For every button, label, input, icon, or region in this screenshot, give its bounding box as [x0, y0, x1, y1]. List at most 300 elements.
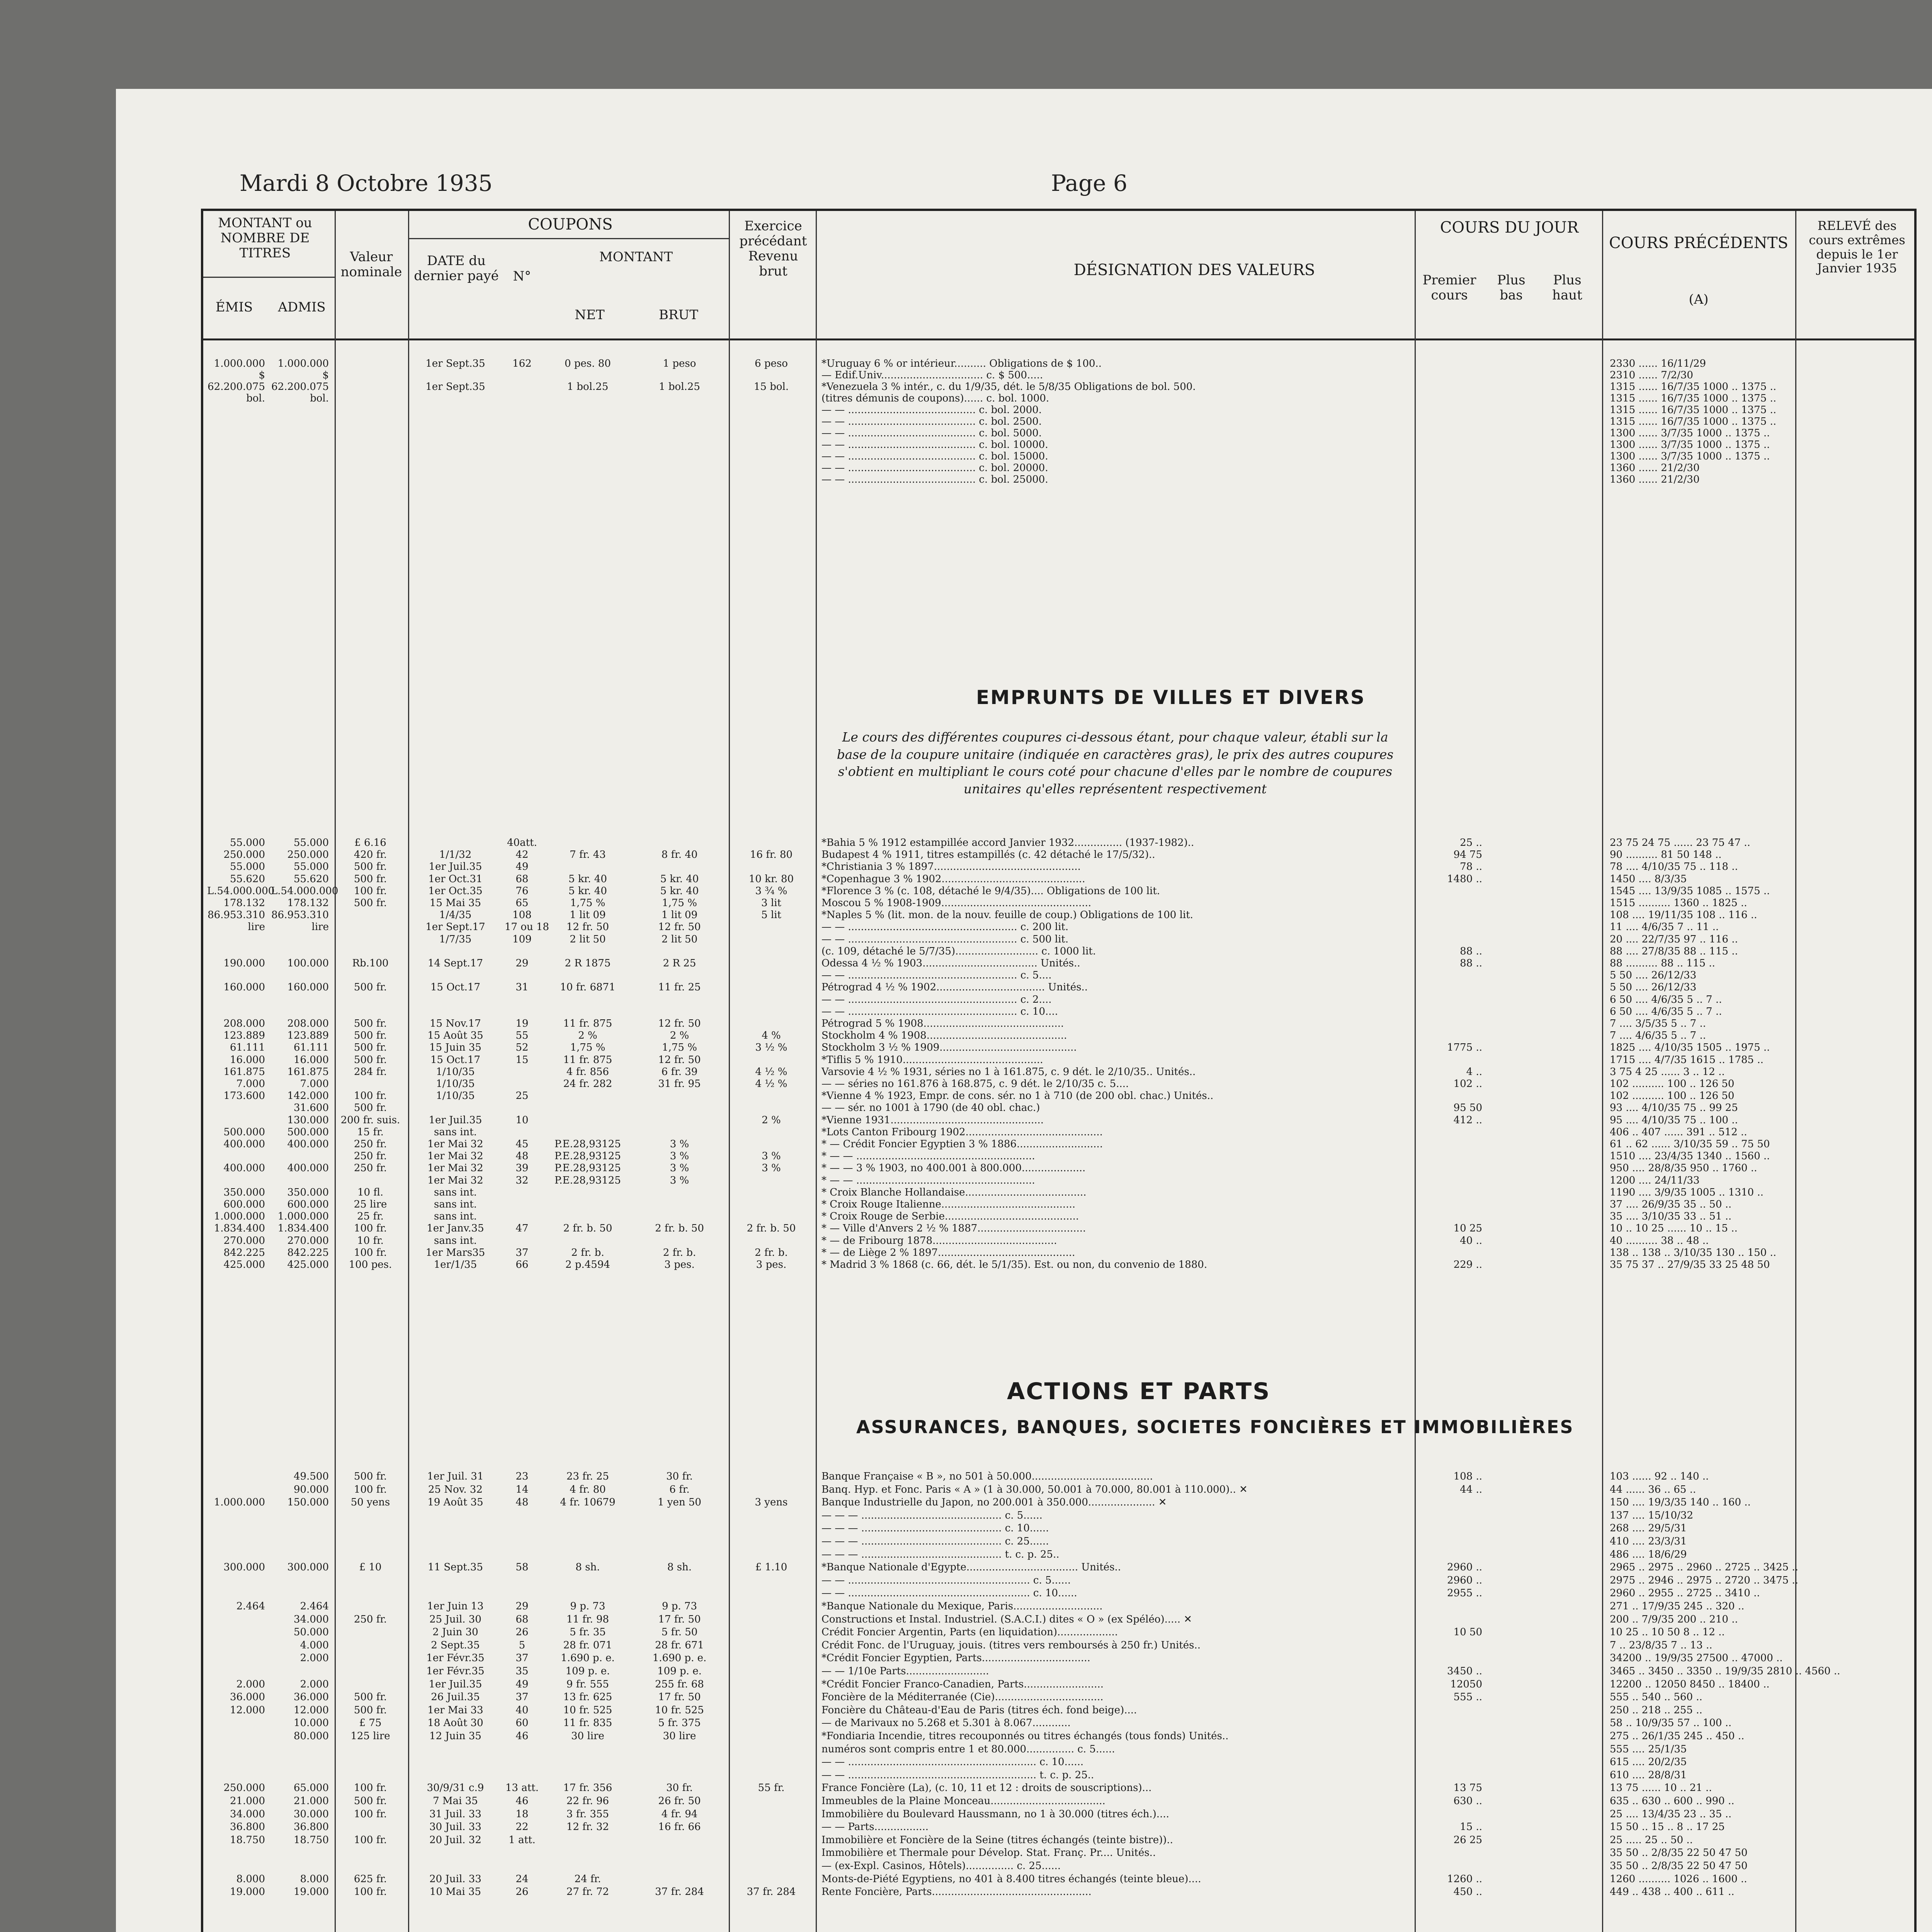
emprunt-row-emis: 425.000: [223, 1259, 265, 1270]
emprunt-row-net: 12 fr. 50: [566, 921, 609, 933]
emprunt-row-admis: 7.000: [300, 1078, 329, 1090]
col-date-dernier-paye: DATE du dernier payé: [414, 253, 499, 284]
assurance-row-emis: 21.000: [230, 1795, 265, 1807]
assurance-row-prem: 10 50: [1453, 1626, 1482, 1638]
assurance-row-date: 18 Août 30: [427, 1717, 483, 1729]
emprunt-row-date: 14 Sept.17: [428, 957, 483, 969]
emprunt-row-desig: Varsovie 4 ½ % 1931, séries no 1 à 161.875, c. 9 dét. le 2/10/35.. Unités..: [821, 1066, 1196, 1078]
assurance-row-ex: 37 fr. 284: [747, 1886, 796, 1898]
assurance-row-date: 1er Févr.35: [426, 1652, 485, 1664]
emprunt-row-prec: 1190 .... 3/9/35 1005 .. 1310 ..: [1610, 1186, 1764, 1198]
assurance-row-desig: — — Parts.................: [821, 1821, 929, 1833]
emprunt-row-prec: 1545 .... 13/9/35 1085 .. 1575 ..: [1610, 885, 1770, 897]
emprunt-row-brut: 3 %: [670, 1162, 689, 1174]
emprunt-row-ex: 2 %: [762, 1114, 781, 1126]
obligation-row-desig: — — ........................................ c. bol. 20000.: [821, 462, 1048, 474]
assurance-row-brut: 30 fr.: [666, 1782, 693, 1794]
assurance-row-emis: 18.750: [230, 1834, 265, 1846]
emprunt-row-desig: — — ..................................................... c. 10....: [821, 1005, 1058, 1017]
emprunt-row-prem: 10 25: [1453, 1223, 1482, 1235]
assurance-row-prem: 555 ..: [1453, 1691, 1482, 1703]
assurance-row-date: 1er Févr.35: [426, 1665, 485, 1677]
assurance-row-admis: 34.000: [294, 1613, 329, 1625]
assurance-row-prec: 103 ...... 92 .. 140 ..: [1610, 1471, 1709, 1482]
emprunt-row-ex: 16 fr. 80: [750, 849, 793, 861]
obligation-row-desig: — — ........................................ c. bol. 25000.: [821, 474, 1048, 485]
emprunt-row-prec: 950 .... 28/8/35 950 .. 1760 ..: [1610, 1162, 1757, 1174]
emprunt-row-no: 45: [515, 1138, 529, 1150]
assurance-row-prec: 271 .. 17/9/35 245 .. 320 ..: [1610, 1600, 1745, 1612]
emprunt-row-emis: 55.620: [230, 873, 265, 885]
assurance-row-admis: 80.000: [294, 1730, 329, 1742]
emprunt-row-date: sans int.: [434, 1199, 477, 1210]
header-date: Mardi 8 Octobre 1935: [240, 170, 493, 196]
assurance-row-admis: 18.750: [294, 1834, 329, 1846]
assurance-row-net: 3 fr. 355: [566, 1808, 609, 1820]
assurance-row-date: 25 Juil. 30: [429, 1613, 481, 1625]
obligation-prec: 1300 ...... 3/7/35 1000 .. 1375 ..: [1610, 451, 1770, 462]
emprunt-row-desig: * — de Liège 2 % 1897...........................................: [821, 1247, 1075, 1259]
emprunt-row-desig: *Vienne 1931................................................: [821, 1114, 1044, 1126]
obligation-row-desig: — — ........................................ c. bol. 15000.: [821, 451, 1048, 462]
emprunt-row-net: 1,75 %: [570, 897, 605, 909]
assurance-row-prec: 610 .... 28/8/31: [1610, 1769, 1687, 1781]
emprunt-row-ex: 4 ½ %: [755, 1078, 787, 1090]
col-exercice: Exercice précédant Revenu brut: [739, 218, 807, 279]
emprunt-row-date: 15 Juin 35: [429, 1042, 481, 1054]
emprunt-row-admis: lire: [311, 921, 329, 933]
obligation-row-admis: 1.000.000: [277, 358, 329, 369]
emprunt-row-emis: 16.000: [230, 1054, 265, 1066]
col-cours-precedents: COURS PRÉCÉDENTS: [1609, 234, 1788, 252]
assurance-row-desig: France Foncière (La), (c. 10, 11 et 12 : droits de souscriptions)...: [821, 1782, 1152, 1794]
emprunt-row-brut: 1,75 %: [662, 1042, 697, 1054]
assurance-row-prec: 2965 .. 2975 .. 2960 .. 2725 .. 3425 ..: [1610, 1561, 1798, 1573]
emprunt-row-net: 7 fr. 43: [570, 849, 606, 861]
col-coupons: COUPONS: [528, 216, 613, 233]
emprunt-row-prec: 78 .... 4/10/35 75 .. 118 ..: [1610, 861, 1738, 873]
assurance-row-date: 11 Sept.35: [428, 1561, 483, 1573]
emprunt-row-desig: — — ..................................................... c. 500 lit.: [821, 933, 1069, 945]
emprunt-row-val: 10 fr.: [357, 1235, 384, 1247]
emprunt-row-desig: Moscou 5 % 1908-1909...............................................: [821, 897, 1092, 909]
emprunt-row-date: 1/10/35: [436, 1090, 475, 1102]
assurance-row-brut: 17 fr. 50: [658, 1613, 701, 1625]
assurance-row-desig: — — — ............................................ c. 10......: [821, 1522, 1049, 1534]
assurance-row-no: 37: [515, 1691, 529, 1703]
assurance-row-date: 1er Juil.35: [429, 1678, 482, 1690]
emprunt-row-net: 2 lit 50: [570, 933, 606, 945]
assurance-row-date: 26 Juil.35: [431, 1691, 480, 1703]
obligation-row-emis: 62.200.075: [207, 381, 265, 393]
assurance-row-prem: 1260 ..: [1447, 1873, 1482, 1885]
emprunt-row-prec: 138 .. 138 .. 3/10/35 130 .. 150 ..: [1610, 1247, 1776, 1259]
assurance-row-val: 100 fr.: [354, 1808, 387, 1820]
emprunt-row-prec: 1715 .... 4/7/35 1615 .. 1785 ..: [1610, 1054, 1764, 1066]
emprunt-row-prec: 1450 .... 8/3/35: [1610, 873, 1687, 885]
emprunt-row-ex: 4 %: [762, 1030, 781, 1042]
emprunt-row-emis: 208.000: [223, 1018, 265, 1029]
assurance-row-date: 2 Juin 30: [432, 1626, 478, 1638]
assurance-row-no: 46: [515, 1795, 529, 1807]
assurance-row-desig: — — ......................................................... c. 5......: [821, 1574, 1071, 1586]
assurance-row-no: 35: [515, 1665, 529, 1677]
emprunt-row-admis: 86.953.310: [271, 909, 329, 921]
emprunt-row-prem: 25 ..: [1460, 837, 1482, 849]
emprunt-row-date: 1er Mai 32: [427, 1174, 483, 1186]
emprunt-row-prec: 108 .... 19/11/35 108 .. 116 ..: [1610, 909, 1757, 921]
assurance-row-no: 13 att.: [505, 1782, 539, 1794]
assurance-row-ex: £ 1.10: [755, 1561, 787, 1573]
assurance-row-prec: 615 .... 20/2/35: [1610, 1756, 1687, 1768]
emprunt-row-prec: 40 .......... 38 .. 48 ..: [1610, 1235, 1709, 1247]
emprunt-row-val: 500 fr.: [354, 981, 387, 993]
col-admis: ADMIS: [278, 299, 326, 315]
emprunt-row-emis: 178.132: [223, 897, 265, 909]
emprunt-row-brut: 31 fr. 95: [658, 1078, 701, 1090]
emprunt-row-brut: 2 fr. b. 50: [655, 1223, 704, 1235]
emprunt-row-emis: 61.111: [230, 1042, 265, 1054]
emprunt-row-brut: 5 kr. 40: [660, 873, 699, 885]
emprunt-row-desig: Odessa 4 ½ % 1903.................................... Unités..: [821, 957, 1080, 969]
assurance-row-brut: 10 fr. 525: [655, 1704, 704, 1716]
emprunt-row-date: 1er Mai 32: [427, 1138, 483, 1150]
obligation-prec: 2310 ...... 7/2/30: [1610, 369, 1693, 381]
assurance-row-emis: 8.000: [236, 1873, 265, 1885]
assurance-row-desig: Monts-de-Piété Egyptiens, no 401 à 8.400 titres échangés (teinte bleue)....: [821, 1873, 1201, 1885]
emprunt-row-net: 4 fr. 856: [566, 1066, 609, 1078]
emprunt-row-desig: * — de Fribourg 1878.......................................: [821, 1235, 1057, 1247]
emprunt-row-admis: 208.000: [287, 1018, 329, 1029]
assurance-row-prec: 410 .... 23/3/31: [1610, 1536, 1687, 1547]
emprunt-row-emis: L.54.000.000: [207, 885, 275, 897]
assurance-row-prec: 44 ...... 36 .. 65 ..: [1610, 1483, 1696, 1495]
emprunt-row-date: 1/4/35: [439, 909, 472, 921]
emprunt-row-no: 55: [515, 1030, 529, 1042]
emprunt-row-emis: 250.000: [223, 849, 265, 861]
emprunt-row-no: 10: [515, 1114, 529, 1126]
assurance-row-brut: 5 fr. 375: [658, 1717, 701, 1729]
assurance-row-admis: 30.000: [294, 1808, 329, 1820]
assurance-row-emis: 2.000: [236, 1678, 265, 1690]
emprunt-row-admis: 500.000: [287, 1126, 329, 1138]
emprunt-row-ex: 4 ½ %: [755, 1066, 787, 1078]
emprunt-row-no: 66: [515, 1259, 529, 1270]
emprunt-row-date: 1er Janv.35: [427, 1223, 484, 1235]
emprunt-row-prec: 1510 .... 23/4/35 1340 .. 1560 ..: [1610, 1150, 1770, 1162]
emprunt-row-net: 5 kr. 40: [568, 885, 607, 897]
emprunt-row-brut: 8 fr. 40: [661, 849, 698, 861]
assurance-row-prec: 635 .. 630 .. 600 .. 990 ..: [1610, 1795, 1735, 1807]
emprunt-row-date: 1er/1/35: [434, 1259, 477, 1270]
assurance-row-prec: 555 .. 540 .. 560 ..: [1610, 1691, 1702, 1703]
col-brut: BRUT: [659, 307, 698, 323]
emprunt-row-val: 100 fr.: [354, 1090, 387, 1102]
assurance-row-desig: numéros sont compris entre 1 et 80.000............... c. 5......: [821, 1743, 1115, 1755]
emprunt-row-prem: 88 ..: [1460, 945, 1482, 957]
emprunt-row-emis: 842.225: [223, 1247, 265, 1259]
emprunt-row-no: 17 ou 18: [505, 921, 549, 933]
emprunt-row-prec: 20 .... 22/7/35 97 .. 116 ..: [1610, 933, 1738, 945]
assurance-row-prec: 25 ..... 25 .. 50 ..: [1610, 1834, 1693, 1846]
emprunt-row-val: 250 fr.: [354, 1138, 387, 1150]
emprunt-row-desig: — — séries no 161.876 à 168.875, c. 9 dét. le 2/10/35 c. 5....: [821, 1078, 1129, 1090]
assurance-row-prec: 275 .. 26/1/35 245 .. 450 ..: [1610, 1730, 1745, 1742]
emprunt-row-val: 500 fr.: [354, 1018, 387, 1029]
assurance-row-desig: Constructions et Instal. Industriel. (S.A.C.I.) dites « O » (ex Spéléo)..... ✕: [821, 1613, 1192, 1625]
col-cours-precedents-a: (A): [1689, 292, 1709, 307]
emprunt-row-date: 1/7/35: [439, 933, 472, 945]
assurance-row-admis: 2.000: [300, 1678, 329, 1690]
assurance-row-val: £ 75: [359, 1717, 382, 1729]
emprunt-row-admis: 55.000: [294, 861, 329, 873]
col-montant-titres: MONTANT ou NOMBRE DE TITRES: [218, 215, 312, 261]
emprunt-row-desig: * — — ........................................................: [821, 1174, 1035, 1186]
emprunt-row-admis: 350.000: [287, 1186, 329, 1198]
assurance-row-date: 30/9/31 c.9: [427, 1782, 484, 1794]
emprunt-row-net: 2 p.4594: [565, 1259, 610, 1270]
emprunt-row-val: 25 lire: [354, 1199, 387, 1210]
emprunt-row-no: 52: [515, 1042, 529, 1054]
emprunt-row-brut: 12 fr. 50: [658, 1018, 701, 1029]
emprunt-row-prem: 4 ..: [1466, 1066, 1482, 1078]
assurance-row-admis: 4.000: [300, 1639, 329, 1651]
section-actions: ACTIONS ET PARTS: [1007, 1378, 1271, 1405]
emprunt-row-prec: 7 .... 3/5/35 5 .. 7 ..: [1610, 1018, 1706, 1029]
assurance-row-desig: Crédit Fonc. de l'Uruguay, jouis. (titres vers remboursés à 250 fr.) Unités..: [821, 1639, 1201, 1651]
emprunt-row-val: 500 fr.: [354, 1054, 387, 1066]
emprunt-row-emis: 160.000: [223, 981, 265, 993]
col-premier-cours: Premier cours: [1422, 272, 1476, 303]
obligation-row-no: 162: [512, 358, 532, 369]
emprunt-row-prec: 23 75 24 75 ...... 23 75 47 ..: [1610, 837, 1750, 849]
emprunt-row-net: 10 fr. 6871: [560, 981, 616, 993]
emprunt-row-admis: 270.000: [287, 1235, 329, 1247]
emprunt-row-desig: Pétrograd 5 % 1908............................................: [821, 1018, 1064, 1029]
assurance-row-net: 11 fr. 835: [563, 1717, 612, 1729]
assurance-row-date: 7 Mai 35: [433, 1795, 478, 1807]
emprunt-row-brut: 2 fr. b.: [663, 1247, 696, 1259]
obligation-row-desig: — — ........................................ c. bol. 5000.: [821, 427, 1042, 439]
emprunt-row-net: 24 fr. 282: [563, 1078, 612, 1090]
assurance-row-desig: — — ........................................................... t. c. p. 25..: [821, 1769, 1094, 1781]
emprunt-row-prem: 1775 ..: [1447, 1042, 1482, 1054]
emprunt-row-val: 500 fr.: [354, 897, 387, 909]
obligation-row-brut: 1 peso: [663, 358, 696, 369]
emprunt-row-prec: 6 50 .... 4/6/35 5 .. 7 ..: [1610, 993, 1722, 1005]
assurance-row-prec: 449 .. 438 .. 400 .. 611 ..: [1610, 1886, 1735, 1898]
emprunt-row-no: 40att.: [507, 837, 537, 849]
assurance-row-no: 26: [515, 1886, 529, 1898]
assurance-row-prec: 3465 .. 3450 .. 3350 .. 19/9/35 2810 .. 4560 ..: [1610, 1665, 1840, 1677]
emprunt-row-brut: 1,75 %: [662, 897, 697, 909]
emprunt-row-admis: 400.000: [287, 1162, 329, 1174]
assurance-row-admis: 2.000: [300, 1652, 329, 1664]
assurance-row-brut: 109 p. e.: [657, 1665, 702, 1677]
obligation-row-admis: 62.200.075: [271, 381, 329, 393]
emprunt-row-admis: 55.000: [294, 837, 329, 849]
assurance-row-val: 500 fr.: [354, 1704, 387, 1716]
emprunt-row-date: 15 Oct.17: [430, 981, 481, 993]
emprunt-row-date: 15 Oct.17: [430, 1054, 481, 1066]
assurance-row-desig: — (ex-Expl. Casinos, Hôtels)............... c. 25......: [821, 1860, 1061, 1872]
assurance-row-net: 9 p. 73: [570, 1600, 605, 1612]
obligation-prec: 1315 ...... 16/7/35 1000 .. 1375 ..: [1610, 416, 1776, 427]
assurance-row-prem: 108 ..: [1453, 1471, 1482, 1482]
assurance-row-brut: 17 fr. 50: [658, 1691, 701, 1703]
assurance-row-net: 27 fr. 72: [566, 1886, 609, 1898]
table-header: [203, 211, 1914, 340]
assurance-row-brut: 9 p. 73: [662, 1600, 697, 1612]
emprunt-row-desig: Budapest 4 % 1911, titres estampillés (c. 42 détaché le 17/5/32)..: [821, 849, 1155, 861]
assurance-row-brut: 28 fr. 671: [655, 1639, 704, 1651]
emprunt-row-no: 39: [515, 1162, 529, 1174]
emprunt-row-val: 420 fr.: [354, 849, 387, 861]
emprunt-row-brut: 5 kr. 40: [660, 885, 699, 897]
obligation-row-desig: — — ........................................ c. bol. 2500.: [821, 416, 1042, 427]
assurance-row-desig: *Crédit Foncier Egyptien, Parts..................................: [821, 1652, 1090, 1664]
emprunt-row-prec: 10 .. 10 25 ...... 10 .. 15 ..: [1610, 1223, 1738, 1235]
assurance-row-desig: — — 1/10e Parts..........................: [821, 1665, 989, 1677]
emprunt-row-val: 100 fr.: [354, 1247, 387, 1259]
obligation-row-ex: 6 peso: [755, 358, 788, 369]
emprunt-row-desig: *Vienne 4 % 1923, Empr. de cons. sér. no 1 à 710 (de 200 obl. chac.) Unités..: [821, 1090, 1214, 1102]
assurance-row-no: 23: [515, 1471, 529, 1482]
emprunt-row-ex: 3 pes.: [756, 1259, 787, 1270]
emprunt-row-date: 1er Mars35: [425, 1247, 485, 1259]
emprunt-row-brut: 12 fr. 50: [658, 921, 701, 933]
assurance-row-no: 60: [515, 1717, 529, 1729]
assurance-row-val: 100 fr.: [354, 1886, 387, 1898]
assurance-row-prec: 137 .... 15/10/32: [1610, 1509, 1693, 1521]
emprunt-row-brut: 3 %: [670, 1138, 689, 1150]
assurance-row-date: 1er Mai 33: [427, 1704, 483, 1716]
emprunt-row-brut: 3 %: [670, 1174, 689, 1186]
assurance-row-admis: 12.000: [294, 1704, 329, 1716]
col-designation: DÉSIGNATION DES VALEURS: [1073, 261, 1315, 279]
col-montant: MONTANT: [599, 249, 673, 265]
emprunt-row-prec: 406 .. 407 ...... 391 .. 512 ..: [1610, 1126, 1747, 1138]
assurance-row-prem: 44 ..: [1460, 1483, 1482, 1495]
emprunt-row-emis: 123.889: [223, 1030, 265, 1042]
emprunt-row-no: 19: [515, 1018, 529, 1029]
emprunt-row-prem: 102 ..: [1453, 1078, 1482, 1090]
assurance-row-no: 46: [515, 1730, 529, 1742]
obligation-row-emis: $: [259, 369, 265, 381]
obligation-row-admis: bol.: [310, 393, 329, 404]
emprunt-row-net: P.E.28,93125: [554, 1150, 621, 1162]
emprunt-row-ex: 10 kr. 80: [748, 873, 794, 885]
assurance-row-admis: 36.800: [294, 1821, 329, 1833]
assurance-row-prem: 450 ..: [1453, 1886, 1482, 1898]
obligation-prec: 1300 ...... 3/7/35 1000 .. 1375 ..: [1610, 427, 1770, 439]
emprunt-row-desig: *Christiania 3 % 1897..............................................: [821, 861, 1081, 873]
assurance-row-brut: 16 fr. 66: [658, 1821, 701, 1833]
assurance-row-ex: 3 yens: [755, 1497, 788, 1509]
emprunt-row-date: 1er Mai 32: [427, 1162, 483, 1174]
emprunt-row-admis: 123.889: [287, 1030, 329, 1042]
assurance-row-desig: — — ........................................................... c. 10......: [821, 1756, 1084, 1768]
assurance-row-emis: 34.000: [230, 1808, 265, 1820]
obligation-row-ex: 15 bol.: [753, 381, 789, 393]
emprunt-row-emis: 190.000: [223, 957, 265, 969]
emprunt-row-brut: 6 fr. 39: [661, 1066, 698, 1078]
assurance-row-prec: 7 .. 23/8/35 7 .. 13 ..: [1610, 1639, 1713, 1651]
emprunt-row-prec: 5 50 .... 26/12/33: [1610, 981, 1697, 993]
emprunt-row-emis: 500.000: [223, 1126, 265, 1138]
emprunt-row-admis: 100.000: [287, 957, 329, 969]
assurance-row-prec: 200 .. 7/9/35 200 .. 210 ..: [1610, 1613, 1738, 1625]
emprunt-row-val: 500 fr.: [354, 1102, 387, 1114]
emprunt-row-prem: 1480 ..: [1447, 873, 1482, 885]
emprunt-row-net: 2 fr. b. 50: [563, 1223, 612, 1235]
emprunt-row-prec: 90 .......... 81 50 148 ..: [1610, 849, 1722, 861]
emprunt-row-emis: 86.953.310: [207, 909, 265, 921]
assurance-row-prem: 3450 ..: [1447, 1665, 1482, 1677]
emprunt-row-no: 31: [515, 981, 529, 993]
assurance-row-brut: 255 fr. 68: [655, 1678, 704, 1690]
assurance-row-prec: 2960 .. 2955 .. 2725 .. 3410 ..: [1610, 1587, 1760, 1599]
emprunt-row-emis: 161.875: [223, 1066, 265, 1078]
emprunt-row-val: 284 fr.: [354, 1066, 387, 1078]
obligation-prec: 1315 ...... 16/7/35 1000 .. 1375 ..: [1610, 393, 1776, 404]
assurance-row-date: 20 Juil. 32: [429, 1834, 481, 1846]
emprunt-row-no: 42: [515, 849, 529, 861]
emprunt-row-prec: 102 .......... 100 .. 126 50: [1610, 1090, 1735, 1102]
assurance-row-brut: 8 sh.: [667, 1561, 692, 1573]
assurance-row-emis: 250.000: [223, 1782, 265, 1794]
emprunt-row-net: P.E.28,93125: [554, 1162, 621, 1174]
assurance-row-date: 25 Nov. 32: [428, 1483, 483, 1495]
emprunt-row-date: 1er Juil.35: [429, 1114, 482, 1126]
emprunt-row-desig: * — — 3 % 1903, no 400.001 à 800.000....................: [821, 1162, 1086, 1174]
emprunt-row-admis: 178.132: [287, 897, 329, 909]
assurance-row-admis: 2.464: [300, 1600, 329, 1612]
emprunt-row-date: sans int.: [434, 1126, 477, 1138]
emprunt-row-admis: 130.000: [287, 1114, 329, 1126]
emprunt-row-emis: 400.000: [223, 1162, 265, 1174]
assurance-row-val: 100 fr.: [354, 1834, 387, 1846]
emprunt-row-emis: 1.834.400: [214, 1223, 265, 1235]
emprunt-row-prec: 1200 .... 24/11/33: [1610, 1174, 1700, 1186]
assurance-row-brut: 1 yen 50: [658, 1497, 701, 1509]
assurance-row-admis: 65.000: [294, 1782, 329, 1794]
emprunt-row-desig: *Naples 5 % (lit. mon. de la nouv. feuille de coup.) Obligations de 100 lit.: [821, 909, 1193, 921]
emprunt-row-emis: 400.000: [223, 1138, 265, 1150]
emprunt-row-date: 15 Nov.17: [430, 1018, 481, 1029]
assurance-row-admis: 21.000: [294, 1795, 329, 1807]
assurance-row-desig: *Fondiaria Incendie, titres recouponnés ou titres échangés (tous fonds) Unités..: [821, 1730, 1229, 1742]
emprunt-row-prem: 78 ..: [1460, 861, 1482, 873]
emprunt-row-desig: Stockholm 4 % 1908............................................: [821, 1030, 1067, 1042]
emprunt-row-date: 1/10/35: [436, 1066, 475, 1078]
assurance-row-no: 40: [515, 1704, 529, 1716]
emprunt-row-net: 2 fr. b.: [571, 1247, 604, 1259]
emprunt-row-date: 1er Oct.31: [428, 873, 483, 885]
emprunt-row-prem: 412 ..: [1453, 1114, 1482, 1126]
emprunt-row-emis: 1.000.000: [214, 1211, 265, 1223]
emprunt-row-admis: 425.000: [287, 1259, 329, 1270]
emprunt-row-val: 250 fr.: [354, 1162, 387, 1174]
emprunt-row-desig: (c. 109, détaché le 5/7/35).......................... c. 1000 lit.: [821, 945, 1096, 957]
col-net: NET: [575, 307, 605, 323]
emprunt-row-brut: 2 lit 50: [661, 933, 698, 945]
assurance-row-desig: *Banque Nationale du Mexique, Paris............................: [821, 1600, 1103, 1612]
assurance-row-prec: 15 50 .. 15 .. 8 .. 17 25: [1610, 1821, 1725, 1833]
obligation-row-emis: 1.000.000: [214, 358, 265, 369]
assurance-row-val: 125 lire: [350, 1730, 390, 1742]
assurance-row-prec: 58 .. 10/9/35 57 .. 100 ..: [1610, 1717, 1732, 1729]
